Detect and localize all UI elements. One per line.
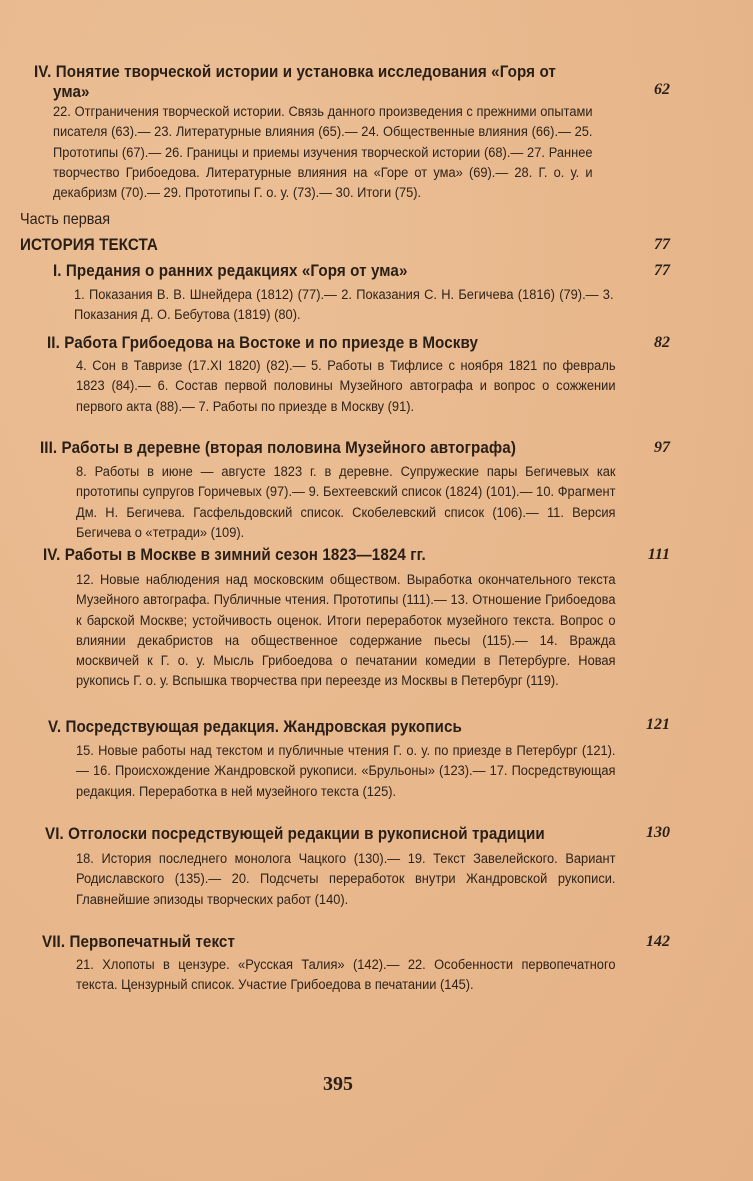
part-page-ref: 77 [654,236,670,253]
chapter-subsections: 15. Новые работы над текстом и публичные чтения Г. о. у. по приезде в Петербург (121).— 16. Происхождение Жандровской рукописи. «Брульоны» (123).— 17. Посредствующая редакция. Переработка в ней музейного текста (125). [76,743,616,799]
chapter-subsections: 1. Показания В. В. Шнейдера (1812) (77).— 2. Показания С. Н. Бегичева (1816) (79).— 3. Показания Д. О. Бебутова (1819) (80). [74,287,614,323]
chapter-heading: IV. Работы в Москве в зимний сезон 1823—1824 гг. [43,546,426,564]
page-ref: 82 [654,334,670,351]
page-ref: 142 [646,933,670,950]
chapter-heading-cont: ума» [53,83,90,101]
page-ref: 62 [654,81,670,98]
chapter-subsections: 4. Сон в Тавризе (17.XI 1820) (82).— 5. Работы в Тифлисе с ноября 1821 по февраль 1823 (84).— 6. Состав первой половины Музейного автографа и вопрос о сожжении первого акта (88).— 7. Работы по приезде в Москву (91). [76,358,616,414]
chapter-subsections: 18. История последнего монолога Чацкого (130).— 19. Текст Завелейского. Вариант Родиславского (135).— 20. Подсчеты переработок внутри Жандровской рукописи. Главнейшие эпизоды творческих работ (140). [76,851,616,907]
chapter-heading: V. Посредствующая редакция. Жандровская рукопись [48,718,462,736]
page-ref: 77 [654,262,670,279]
part-label: Часть первая [20,211,111,228]
chapter-heading: II. Работа Грибоедова на Востоке и по приезде в Москву [47,334,479,352]
chapter-heading: VII. Первопечатный текст [42,933,235,951]
chapter-heading: IV. Понятие творческой истории и установка исследования «Горя от [34,63,556,81]
chapter-heading: VI. Отголоски посредствующей редакции в рукописной традиции [45,825,545,843]
part-title: ИСТОРИЯ ТЕКСТА [20,236,158,254]
chapter-subsections: 12. Новые наблюдения над московским обществом. Выработка окончательного текста Музейного автографа. Публичные чтения. Прототипы (111).— 13. Отношение Грибоедова к барской Москве; устойчивость оценок. Итоги переработок музейного текста. Вопрос о влиянии декабристов на общественное содержание пьесы (115).— 14. Вражда москвичей к Г. о. у. Мысль Грибоедова о печатании комедии в Петербурге. Новая рукопись Г. о. у. Вспышка творчества при переезде из Москвы в Петербург (119). [76,572,616,689]
chapter-subsections: 22. Отграничения творческой истории. Связь данного произведения с прежними опытами писателя (63).— 23. Литературные влияния (65).— 24. Общественные влияния (66).— 25. Прототипы (67).— 26. Границы и приемы изучения творческой истории (68).— 27. Раннее творчество Грибоедова. Литературные влияния на «Горе от ума» (69).— 28. Г. о. у. и декабризм (70).— 29. Прототипы Г. о. у. (73).— 30. Итоги (75). [53,104,593,201]
page-ref: 121 [646,716,670,733]
chapter-subsections: 8. Работы в июне — августе 1823 г. в деревне. Супружеские пары Бегичевых как прототипы супругов Горичевых (97).— 9. Бехтеевский список (1824) (101).— 10. Фрагмент Дм. Н. Бегичева. Гасфельдовский список. Скобелевский список (106).— 11. Версия Бегичева о «тетради» (109). [76,464,616,540]
page-ref: 97 [654,439,670,456]
chapter-subsections: 21. Хлопоты в цензуре. «Русская Талия» (142).— 22. Особенности первопечатного текста. Цензурный список. Участие Грибоедова в печатании (145). [76,957,616,993]
chapter-heading: I. Предания о ранних редакциях «Горя от ума» [53,262,408,280]
chapter-heading: III. Работы в деревне (вторая половина Музейного автографа) [40,439,516,457]
page-number: 395 [323,1073,353,1095]
page-ref: 111 [647,546,670,563]
page-ref: 130 [646,824,670,841]
